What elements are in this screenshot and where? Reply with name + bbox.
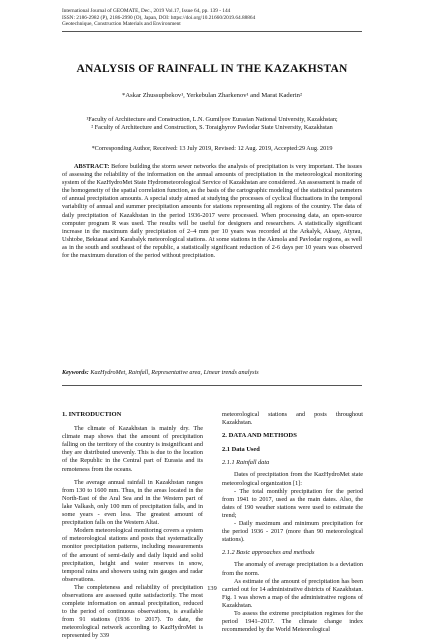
intro-paragraph-3: Modern meteorological monitoring covers a system of meteorological stations and posts that systematically monitor precipitation patterns, including measurements of the amount of semi-daily and daily liquid and solid precipitation, height and water reserves in snow, temporal rains and showers using rain gauges and radar observations. xyxy=(62,527,203,583)
continuation-text: meteorological stations and posts throughout Kazakhstan. xyxy=(222,411,363,427)
keywords-label: Keywords: xyxy=(62,369,89,376)
left-column xyxy=(62,411,203,641)
page-number: 139 xyxy=(207,585,217,592)
data-paragraph-3: - Daily maximum and minimum precipitation for the period 1936 - 2017 (more than 90 meteorological stations). xyxy=(222,520,363,544)
keywords-rule xyxy=(62,385,362,386)
subsubsection-heading-approaches: 2.1.2 Basic approaches and methods xyxy=(222,549,315,557)
section-heading-introduction: 1. INTRODUCTION xyxy=(62,411,122,418)
subsection-heading-data-used: 2.1 Data Used xyxy=(222,446,260,454)
journal-header xyxy=(62,8,255,28)
header-rule xyxy=(62,31,362,32)
methods-paragraph-2: As estimate of the amount of precipitation has been carried out for 14 administrative districts of Kazakhstan. Fig. 1 was shown a map of the administrative regions of Kazakhstan. xyxy=(222,577,363,609)
abstract xyxy=(62,163,362,260)
abstract-label: ABSTRACT: xyxy=(74,163,110,170)
data-paragraph-1: Dates of precipitation from the KazHydroMet state meteorological organization [1]: xyxy=(222,471,363,487)
journal-subject: Geotechnique, Construction Materials and Environment xyxy=(62,21,181,28)
abstract-text: Before building the storm sewer networks the analysis of precipitation is very important. The issues of assessing the reliability of the information on the annual amounts of precipitation in the meteorological monitoring system of the KazHydroMet State Hydrometeorological Service of Kazakhstan are considered. An assessment is made of the homogeneity of the spatial correlation function, as the basis of the cartographic modeling of the statistical parameters of annual precipitation amounts. A special study aimed at studying the processes of cyclical fluctuations in the temporal variability of annual and summer precipitation amounts for stations representing all regions of the country. The data of daily precipitation of Kazakhstan in the period 1936-2017 were processed. When processing data, an open-source computer program R was used. The results will be useful for designers and researchers. A statistically significant increase in the maximum daily precipitation of 2–4 mm per 10 years was recorded at the Arkalyk, Aksay, Atyrau, Ushtobe, Bektauat and Karabalyk meteorological stations. At some stations in the Akmola and Pavlodar regions, as well as in the south and southeast of the republic, a statistically significant reduction of 2-6 days per 10 years was observed for the maximum duration of the period without precipitation. xyxy=(62,163,363,260)
intro-paragraph-2: The average annual rainfall in Kazakhstan ranges from 130 to 1600 mm. Thus, in the areas located in the North-East of the Aral Sea and in the Western part of lake Valkash, only 100 mm of precipitation falls, and in some years - even less. The greatest amount of precipitation falls on the Western Altai. xyxy=(62,478,203,527)
affiliation-1: ¹Faculty of Architecture and Construction, L.N. Gumilyov Eurasian National University, Kazakhstan; xyxy=(86,116,338,123)
methods-paragraph-3: To assess the extreme precipitation regimes for the period 1941–2017. The climate change index recommended by the World Meteorological xyxy=(222,609,363,634)
journal-citation: International Journal of GEOMATE, Dec., 2019 Vol.17, Issue 64, pp. 139 - 144 xyxy=(62,8,231,14)
journal-issn-doi: ISSN: 2186-2982 (P), 2186-2990 (O), Japan, DOI: https://doi.org/10.21660/2019.64.88864 xyxy=(62,14,256,21)
correspondence-line: *Corresponding Author, Received: 13 July 2019, Revised: 12 Aug. 2019, Accepted:29 Aug. 2019 xyxy=(91,145,333,152)
keywords-text: KazHydroMet, Rainfall, Representative area, Linear trends analysis xyxy=(90,369,259,376)
affiliation-2: ² Faculty of Architecture and Construction, S. Toraighyrov Pavlodar State University, Kazakhstan xyxy=(91,124,333,131)
right-column xyxy=(222,411,363,634)
keywords xyxy=(62,369,362,377)
data-paragraph-2: - The total monthly precipitation for the period from 1941 to 2017, used as the main dates. Also, the dates of 190 weather stations were used to estimate the trend; xyxy=(222,487,363,519)
intro-paragraph-1: The climate of Kazakhstan is mainly dry. The climate map shows that the amount of precipitation falling on the territory of the country is insignificant and they are distributed unevenly. This is due to the location of the Republic in the Central part of Eurasia and its remoteness from the oceans. xyxy=(62,425,203,473)
intro-paragraph-4: The completeness and reliability of precipitation observations are assessed quite satisfactorily. The most complete information on annual precipitation, reduced to the period of continuous observations, is available from 91 stations (1936 to 2017). To date, the meteorological network according to KazHydroMet is represented by 339 xyxy=(62,583,203,640)
subsubsection-heading-rainfall-data: 2.1.1 Rainfall data xyxy=(222,459,270,467)
author-list: *Askar Zhussupbekov¹, Yerkebulan Zharkenov¹ and Marat Kaderin² xyxy=(122,92,302,99)
paper-title: ANALYSIS OF RAINFALL IN THE KAZAKHSTAN xyxy=(76,63,348,75)
methods-paragraph-1: The anomaly of average precipitation is a deviation from the norm. xyxy=(222,561,363,577)
section-heading-data-methods: 2. DATA AND METHODS xyxy=(222,432,297,440)
affiliations xyxy=(0,116,424,132)
